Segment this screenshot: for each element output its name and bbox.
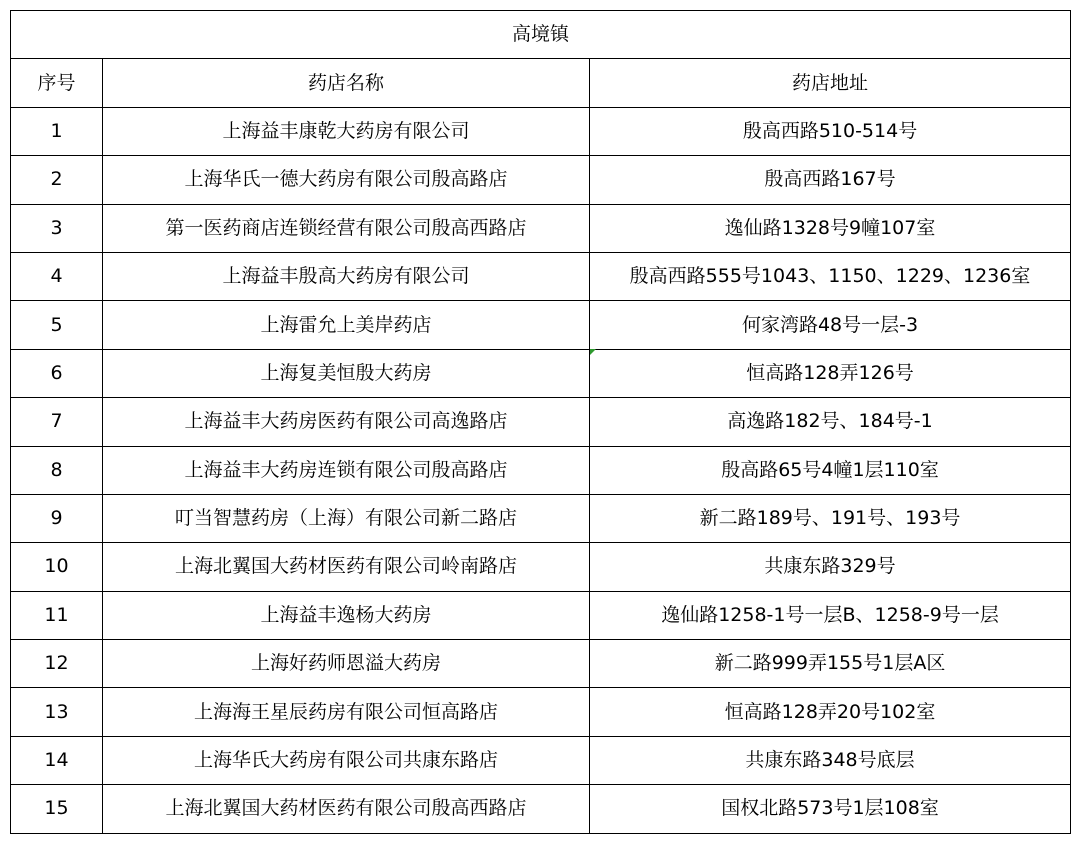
pharmacy-name-cell[interactable]: 上海益丰康乾大药房有限公司 xyxy=(103,107,590,155)
pharmacy-address-cell[interactable]: 共康东路329号 xyxy=(590,543,1071,591)
table-row xyxy=(11,736,1071,784)
pharmacy-address-cell[interactable]: 恒高路128弄126号 xyxy=(590,349,1071,397)
table-row xyxy=(11,156,1071,204)
pharmacy-address-cell[interactable]: 殷高路65号4幢1层110室 xyxy=(590,446,1071,494)
row-index-cell[interactable]: 5 xyxy=(11,301,103,349)
pharmacy-name-cell[interactable]: 上海益丰殷高大药房有限公司 xyxy=(103,252,590,300)
row-index-cell[interactable]: 15 xyxy=(11,785,103,833)
row-index-cell[interactable]: 3 xyxy=(11,204,103,252)
pharmacy-name-cell[interactable]: 上海好药师恩溢大药房 xyxy=(103,640,590,688)
pharmacy-name-cell[interactable]: 上海北翼国大药材医药有限公司殷高西路店 xyxy=(103,785,590,833)
pharmacy-address-cell[interactable]: 殷高西路167号 xyxy=(590,156,1071,204)
table-title[interactable]: 高境镇 xyxy=(11,11,1071,59)
title-row xyxy=(11,11,1071,59)
pharmacy-name-cell[interactable]: 上海北翼国大药材医药有限公司岭南路店 xyxy=(103,543,590,591)
row-index-cell[interactable]: 12 xyxy=(11,640,103,688)
pharmacy-address-cell[interactable]: 逸仙路1328号9幢107室 xyxy=(590,204,1071,252)
table-row xyxy=(11,494,1071,542)
pharmacy-name-cell[interactable]: 上海益丰大药房连锁有限公司殷高路店 xyxy=(103,446,590,494)
table-row xyxy=(11,107,1071,155)
table-row xyxy=(11,446,1071,494)
row-index-cell[interactable]: 11 xyxy=(11,591,103,639)
table-row xyxy=(11,252,1071,300)
table-row xyxy=(11,349,1071,397)
row-index-cell[interactable]: 1 xyxy=(11,107,103,155)
row-index-cell[interactable]: 2 xyxy=(11,156,103,204)
pharmacy-address-cell[interactable]: 新二路999弄155号1层A区 xyxy=(590,640,1071,688)
pharmacy-name-cell[interactable]: 上海益丰大药房医药有限公司高逸路店 xyxy=(103,398,590,446)
pharmacy-address-cell[interactable]: 何家湾路48号一层-3 xyxy=(590,301,1071,349)
row-index-cell[interactable]: 6 xyxy=(11,349,103,397)
row-index-cell[interactable]: 7 xyxy=(11,398,103,446)
table-row xyxy=(11,204,1071,252)
header-name[interactable]: 药店名称 xyxy=(103,59,590,107)
table-row xyxy=(11,398,1071,446)
pharmacy-address-cell[interactable]: 恒高路128弄20号102室 xyxy=(590,688,1071,736)
pharmacy-name-cell[interactable]: 第一医药商店连锁经营有限公司殷高西路店 xyxy=(103,204,590,252)
pharmacy-address-cell[interactable]: 新二路189号、191号、193号 xyxy=(590,494,1071,542)
pharmacy-name-cell[interactable]: 上海海王星辰药房有限公司恒高路店 xyxy=(103,688,590,736)
pharmacy-name-cell[interactable]: 上海华氏大药房有限公司共康东路店 xyxy=(103,736,590,784)
pharmacy-address-cell[interactable]: 殷高西路510-514号 xyxy=(590,107,1071,155)
row-index-cell[interactable]: 13 xyxy=(11,688,103,736)
row-index-cell[interactable]: 8 xyxy=(11,446,103,494)
table-row xyxy=(11,785,1071,833)
pharmacy-address-cell[interactable]: 高逸路182号、184号-1 xyxy=(590,398,1071,446)
pharmacy-name-cell[interactable]: 上海雷允上美岸药店 xyxy=(103,301,590,349)
pharmacy-address-cell[interactable]: 殷高西路555号1043、1150、1229、1236室 xyxy=(590,252,1071,300)
header-row xyxy=(11,59,1071,107)
table-row xyxy=(11,688,1071,736)
header-address[interactable]: 药店地址 xyxy=(590,59,1071,107)
pharmacy-name-cell[interactable]: 叮当智慧药房（上海）有限公司新二路店 xyxy=(103,494,590,542)
row-index-cell[interactable]: 4 xyxy=(11,252,103,300)
pharmacy-name-cell[interactable]: 上海华氏一德大药房有限公司殷高路店 xyxy=(103,156,590,204)
pharmacy-table xyxy=(10,10,1071,834)
pharmacy-address-cell[interactable]: 共康东路348号底层 xyxy=(590,736,1071,784)
table-row xyxy=(11,543,1071,591)
table-row xyxy=(11,591,1071,639)
table-row xyxy=(11,301,1071,349)
pharmacy-name-cell[interactable]: 上海益丰逸杨大药房 xyxy=(103,591,590,639)
header-index[interactable]: 序号 xyxy=(11,59,103,107)
row-index-cell[interactable]: 9 xyxy=(11,494,103,542)
row-index-cell[interactable]: 10 xyxy=(11,543,103,591)
cell-comment-marker xyxy=(590,349,596,355)
pharmacy-name-cell[interactable]: 上海复美恒殷大药房 xyxy=(103,349,590,397)
table-row xyxy=(11,640,1071,688)
pharmacy-address-cell[interactable]: 国权北路573号1层108室 xyxy=(590,785,1071,833)
pharmacy-address-cell[interactable]: 逸仙路1258-1号一层B、1258-9号一层 xyxy=(590,591,1071,639)
row-index-cell[interactable]: 14 xyxy=(11,736,103,784)
